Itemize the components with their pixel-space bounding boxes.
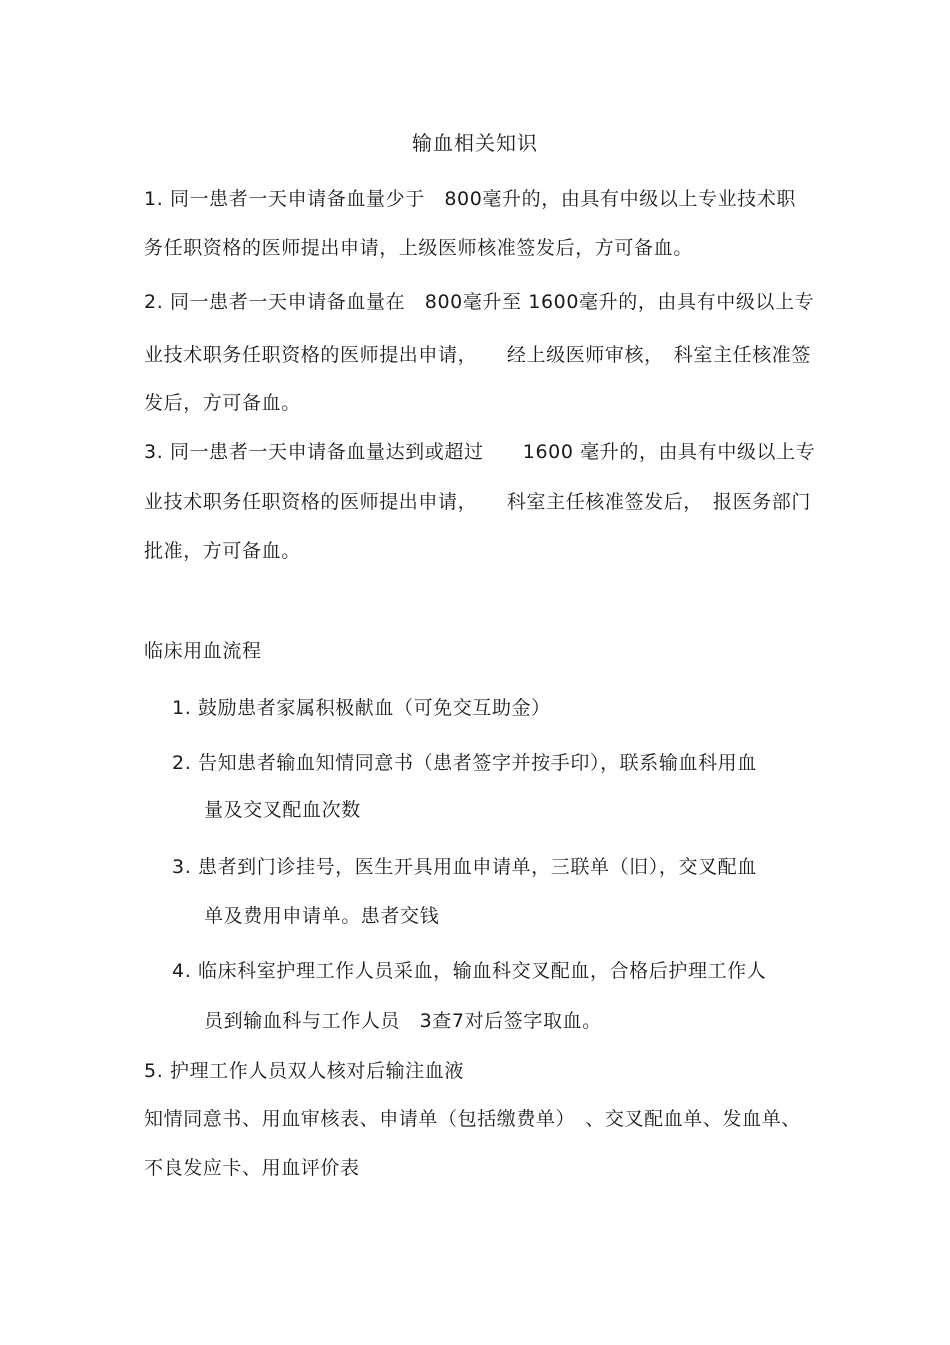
document-title: 输血相关知识 <box>412 131 538 155</box>
rule-3-line-2: 业技术职务任职资格的医师提出申请， 科室主任核准签发后， 报医务部门 <box>144 491 812 513</box>
rule-1-line-2: 务任职资格的医师提出申请，上级医师核准签发后，方可备血。 <box>144 237 693 259</box>
rule-3-line-3: 批准，方可备血。 <box>144 540 301 562</box>
process-step-4-line-2: 员到输血科与工作人员 3查7对后签字取血。 <box>204 1010 602 1032</box>
rule-2-line-1: 2. 同一患者一天申请备血量在 800毫升至 1600毫升的，由具有中级以上专 <box>144 291 815 313</box>
process-step-1: 1. 鼓励患者家属积极献血（可免交互助金） <box>172 697 551 719</box>
process-step-3-line-2: 单及费用申请单。患者交钱 <box>204 905 440 927</box>
process-heading: 临床用血流程 <box>144 640 262 662</box>
rule-2-line-2: 业技术职务任职资格的医师提出申请， 经上级医师审核， 科室主任核准签 <box>144 344 812 366</box>
rule-1-line-1: 1. 同一患者一天申请备血量少于 800毫升的，由具有中级以上专业技术职 <box>144 188 797 210</box>
documents-list-line-1: 知情同意书、用血审核表、申请单（包括缴费单） 、交叉配血单、发血单、 <box>144 1108 801 1130</box>
process-step-2-line-2: 量及交叉配血次数 <box>204 799 361 821</box>
rule-2-line-3: 发后，方可备血。 <box>144 392 301 414</box>
process-step-4-line-1: 4. 临床科室护理工作人员采血，输血科交叉配血，合格后护理工作人 <box>172 960 767 982</box>
process-step-2-line-1: 2. 告知患者输血知情同意书（患者签字并按手印），联系输血科用血 <box>172 752 757 774</box>
documents-list-line-2: 不良发应卡、用血评价表 <box>144 1157 360 1179</box>
rule-3-line-1: 3. 同一患者一天申请备血量达到或超过 1600 毫升的，由具有中级以上专 <box>144 441 816 463</box>
process-step-3-line-1: 3. 患者到门诊挂号，医生开具用血申请单，三联单（旧），交叉配血 <box>172 856 757 878</box>
process-step-5: 5. 护理工作人员双人核对后输注血液 <box>144 1060 464 1082</box>
